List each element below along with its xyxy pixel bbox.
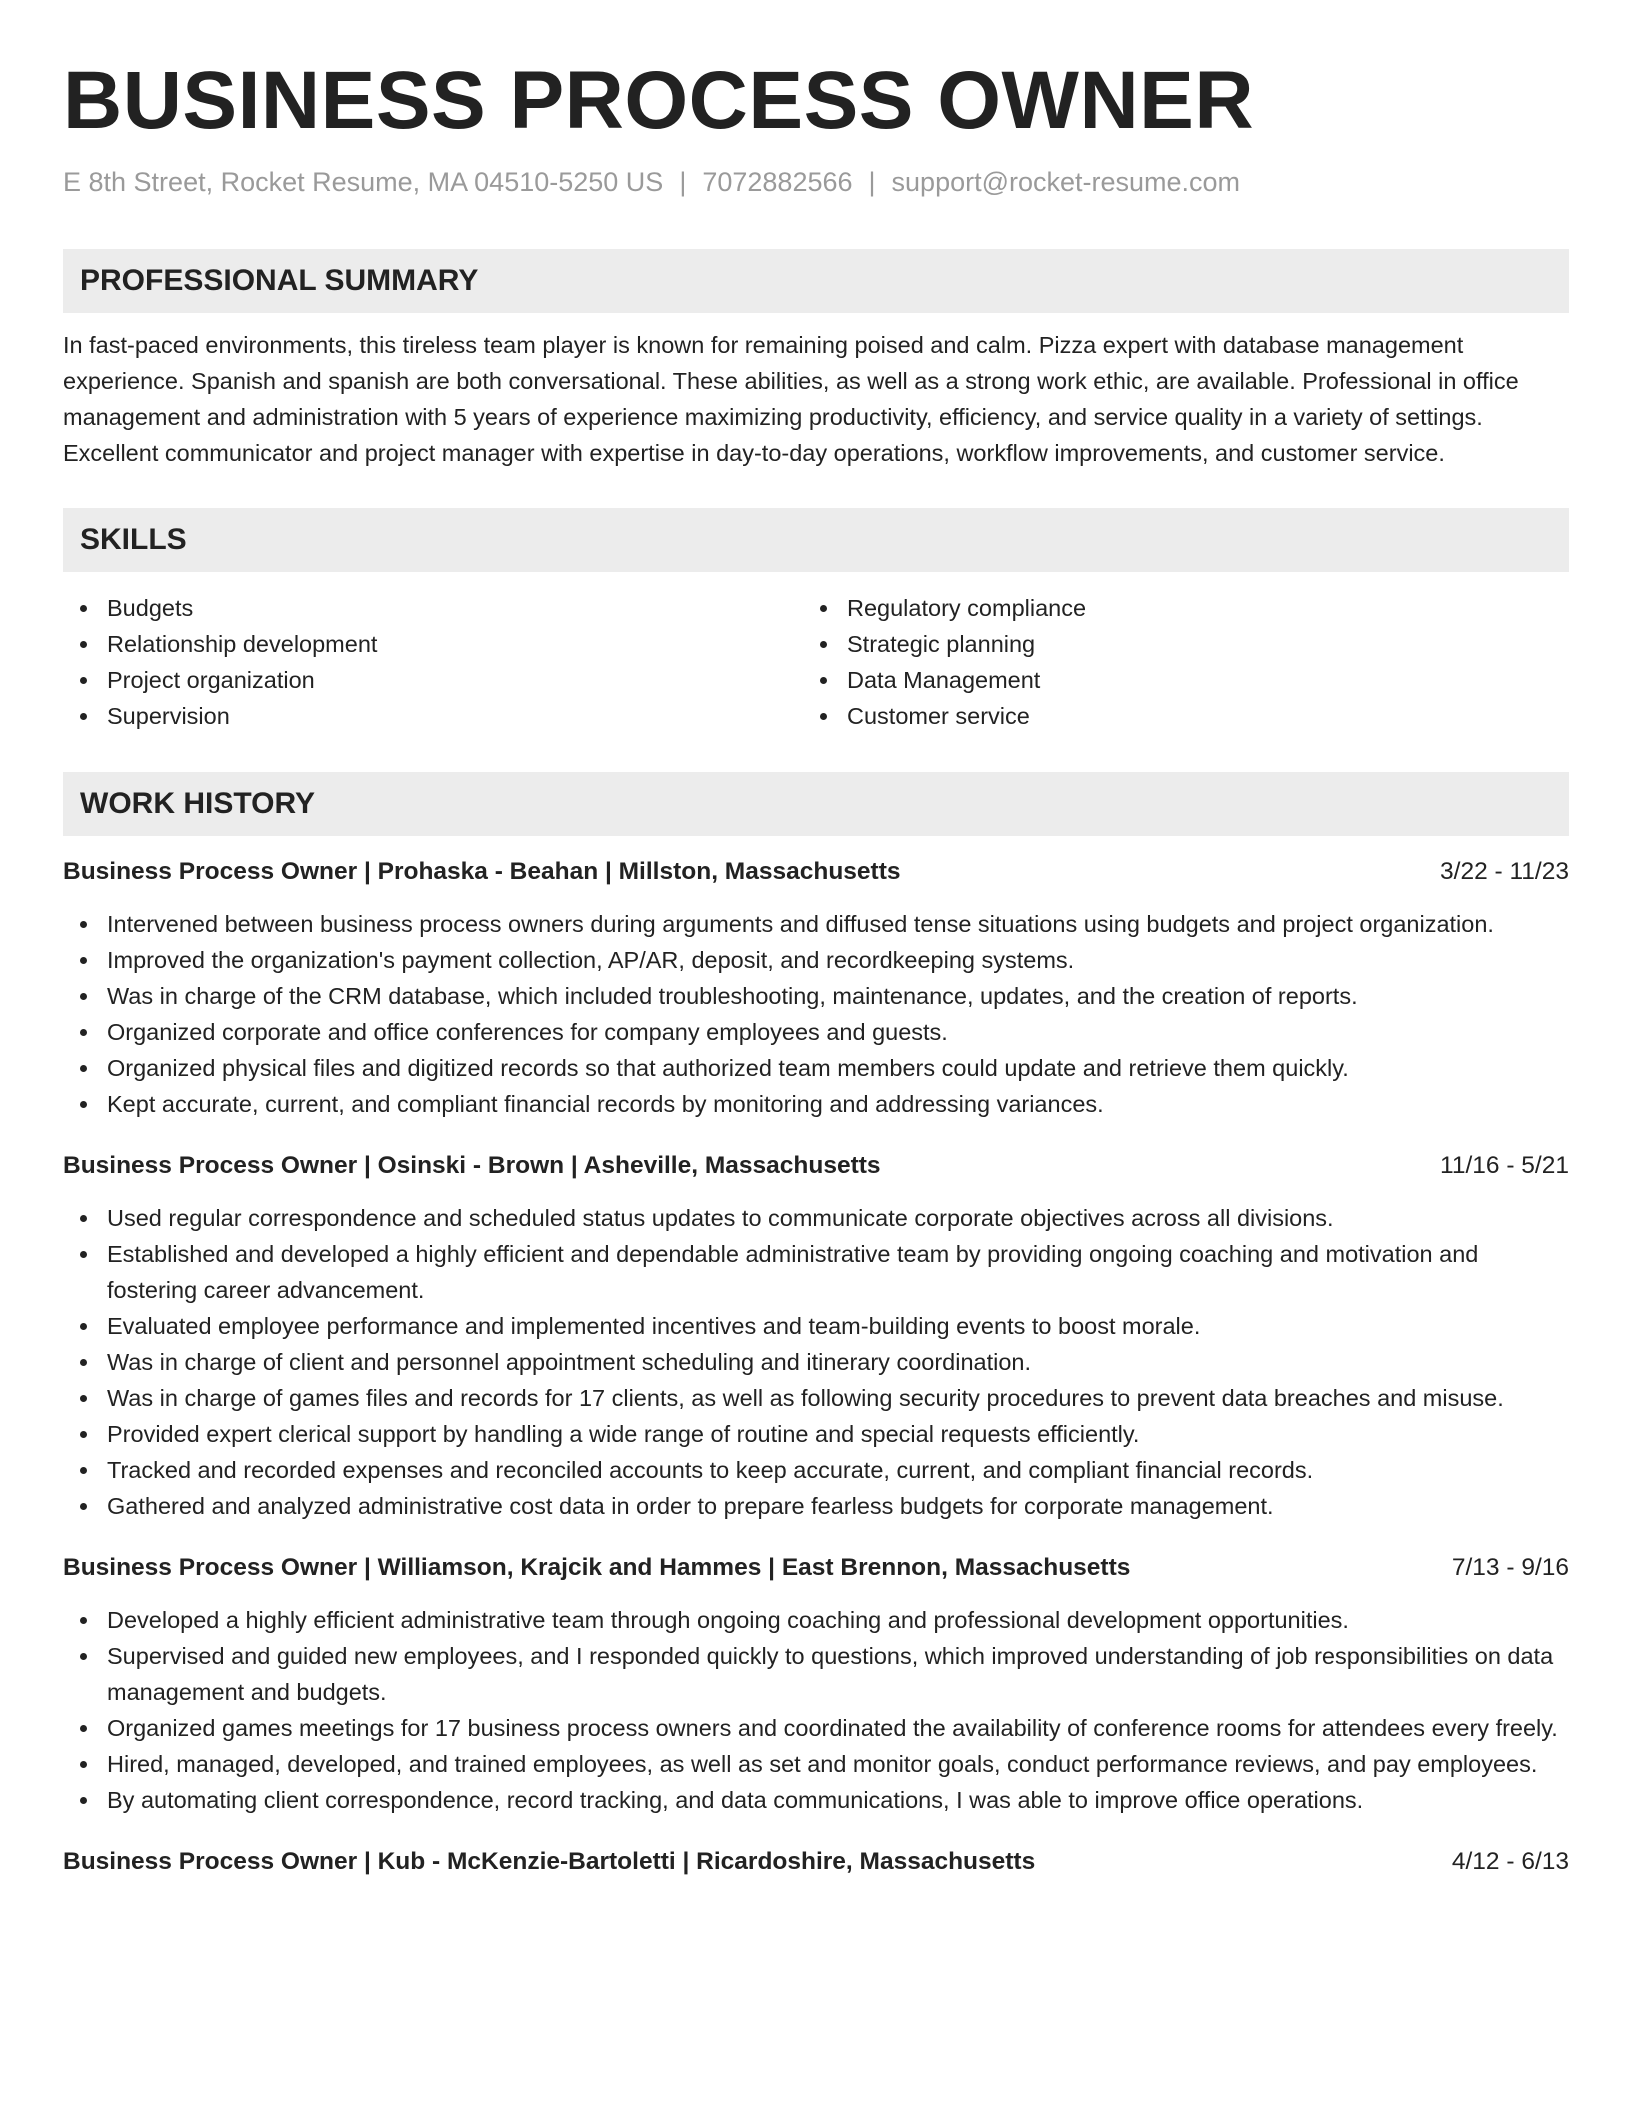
job-entry [63,1844,1569,1880]
job-bullet: Hired, managed, developed, and trained employees, as well as set and monitor goals, conduct performance reviews, and pay employees. [63,1746,1569,1782]
contact-line [63,166,1569,198]
job-title: Business Process Owner | Kub - McKenzie-Bartoletti | Ricardoshire, Massachusetts [63,1848,1036,1876]
job-bullet: Provided expert clerical support by handling a wide range of routine and special requests efficiently. [63,1416,1569,1452]
job-title: Business Process Owner | Williamson, Krajcik and Hammes | East Brennon, Massachusetts [63,1554,1131,1582]
job-bullet: Was in charge of the CRM database, which included troubleshooting, maintenance, updates, and the creation of reports. [63,978,1569,1014]
job-bullet: Improved the organization's payment collection, AP/AR, deposit, and recordkeeping systems. [63,942,1569,978]
job-title: Business Process Owner | Osinski - Brown | Asheville, Massachusetts [63,1152,881,1180]
job-bullet: Was in charge of client and personnel appointment scheduling and itinerary coordination. [63,1344,1569,1380]
skill-item: Regulatory compliance [803,590,1543,626]
job-bullet: Kept accurate, current, and compliant financial records by monitoring and addressing variances. [63,1086,1569,1122]
job-header [63,1844,1569,1880]
job-entry [63,1148,1569,1524]
skill-item: Strategic planning [803,626,1543,662]
job-bullet: Supervised and guided new employees, and I responded quickly to questions, which improved understanding of job responsibilities on data management and budgets. [63,1638,1569,1710]
job-entry [63,1550,1569,1818]
job-bullet: Established and developed a highly efficient and dependable administrative team by providing ongoing coaching and motivation and fostering career advancement. [63,1236,1569,1308]
job-header [63,1550,1569,1586]
job-bullet: Tracked and recorded expenses and reconciled accounts to keep accurate, current, and compliant financial records. [63,1452,1569,1488]
job-bullet: Gathered and analyzed administrative cost data in order to prepare fearless budgets for corporate management. [63,1488,1569,1524]
contact-email: support@rocket-resume.com [891,167,1241,197]
contact-separator: | [868,167,876,197]
job-bullet: Developed a highly efficient administrative team through ongoing coaching and professional development opportunities. [63,1602,1569,1638]
contact-address: E 8th Street, Rocket Resume, MA 04510-5250 US [63,167,664,197]
job-dates: 4/12 - 6/13 [1451,1848,1569,1876]
job-bullets [63,906,1569,1122]
skill-item: Budgets [63,590,803,626]
job-bullet: Organized games meetings for 17 business process owners and coordinated the availability of conference rooms for attendees every freely. [63,1710,1569,1746]
skill-item: Relationship development [63,626,803,662]
job-bullet: Used regular correspondence and scheduled status updates to communicate corporate objectives across all divisions. [63,1200,1569,1236]
job-bullet: Intervened between business process owners during arguments and diffused tense situations using budgets and project organization. [63,906,1569,942]
job-header [63,854,1569,890]
skill-item: Project organization [63,662,803,698]
skills-column-left [63,590,803,734]
job-header [63,1148,1569,1184]
summary-text: In fast-paced environments, this tireless team player is known for remaining poised and calm. Pizza expert with database management experience. Spanish and spanish are both conversational. These abilities, as well as a strong work ethic, are available. Professional in office management and administration with 5 years of experience maximizing productivity, efficiency, and service quality in a variety of settings. Excellent communicator and project manager with expertise in day-to-day operations, workflow improvements, and customer service. [63,332,1519,467]
skills-list [63,590,1569,734]
skills-heading: SKILLS [63,508,1569,572]
skills-column-right [803,590,1543,734]
skill-item: Supervision [63,698,803,734]
job-bullets [63,1200,1569,1524]
contact-phone: 7072882566 [702,167,853,197]
job-bullet: By automating client correspondence, record tracking, and data communications, I was able to improve office operations. [63,1782,1569,1818]
candidate-name: BUSINESS PROCESS OWNER [63,55,1255,146]
job-bullet: Evaluated employee performance and implemented incentives and team-building events to boost morale. [63,1308,1569,1344]
job-bullet: Was in charge of games files and records for 17 clients, as well as following security procedures to prevent data breaches and misuse. [63,1380,1569,1416]
work-history-heading: WORK HISTORY [63,772,1569,836]
job-bullet: Organized corporate and office conferences for company employees and guests. [63,1014,1569,1050]
job-title: Business Process Owner | Prohaska - Beahan | Millston, Massachusetts [63,858,901,886]
contact-separator: | [679,167,687,197]
skill-item: Customer service [803,698,1543,734]
job-dates: 7/13 - 9/16 [1451,1554,1569,1582]
job-dates: 3/22 - 11/23 [1440,858,1569,886]
job-dates: 11/16 - 5/21 [1440,1152,1569,1180]
skill-item: Data Management [803,662,1543,698]
job-bullets [63,1602,1569,1818]
job-entry [63,854,1569,1122]
job-bullet: Organized physical files and digitized records so that authorized team members could update and retrieve them quickly. [63,1050,1569,1086]
summary-heading: PROFESSIONAL SUMMARY [63,249,1569,313]
